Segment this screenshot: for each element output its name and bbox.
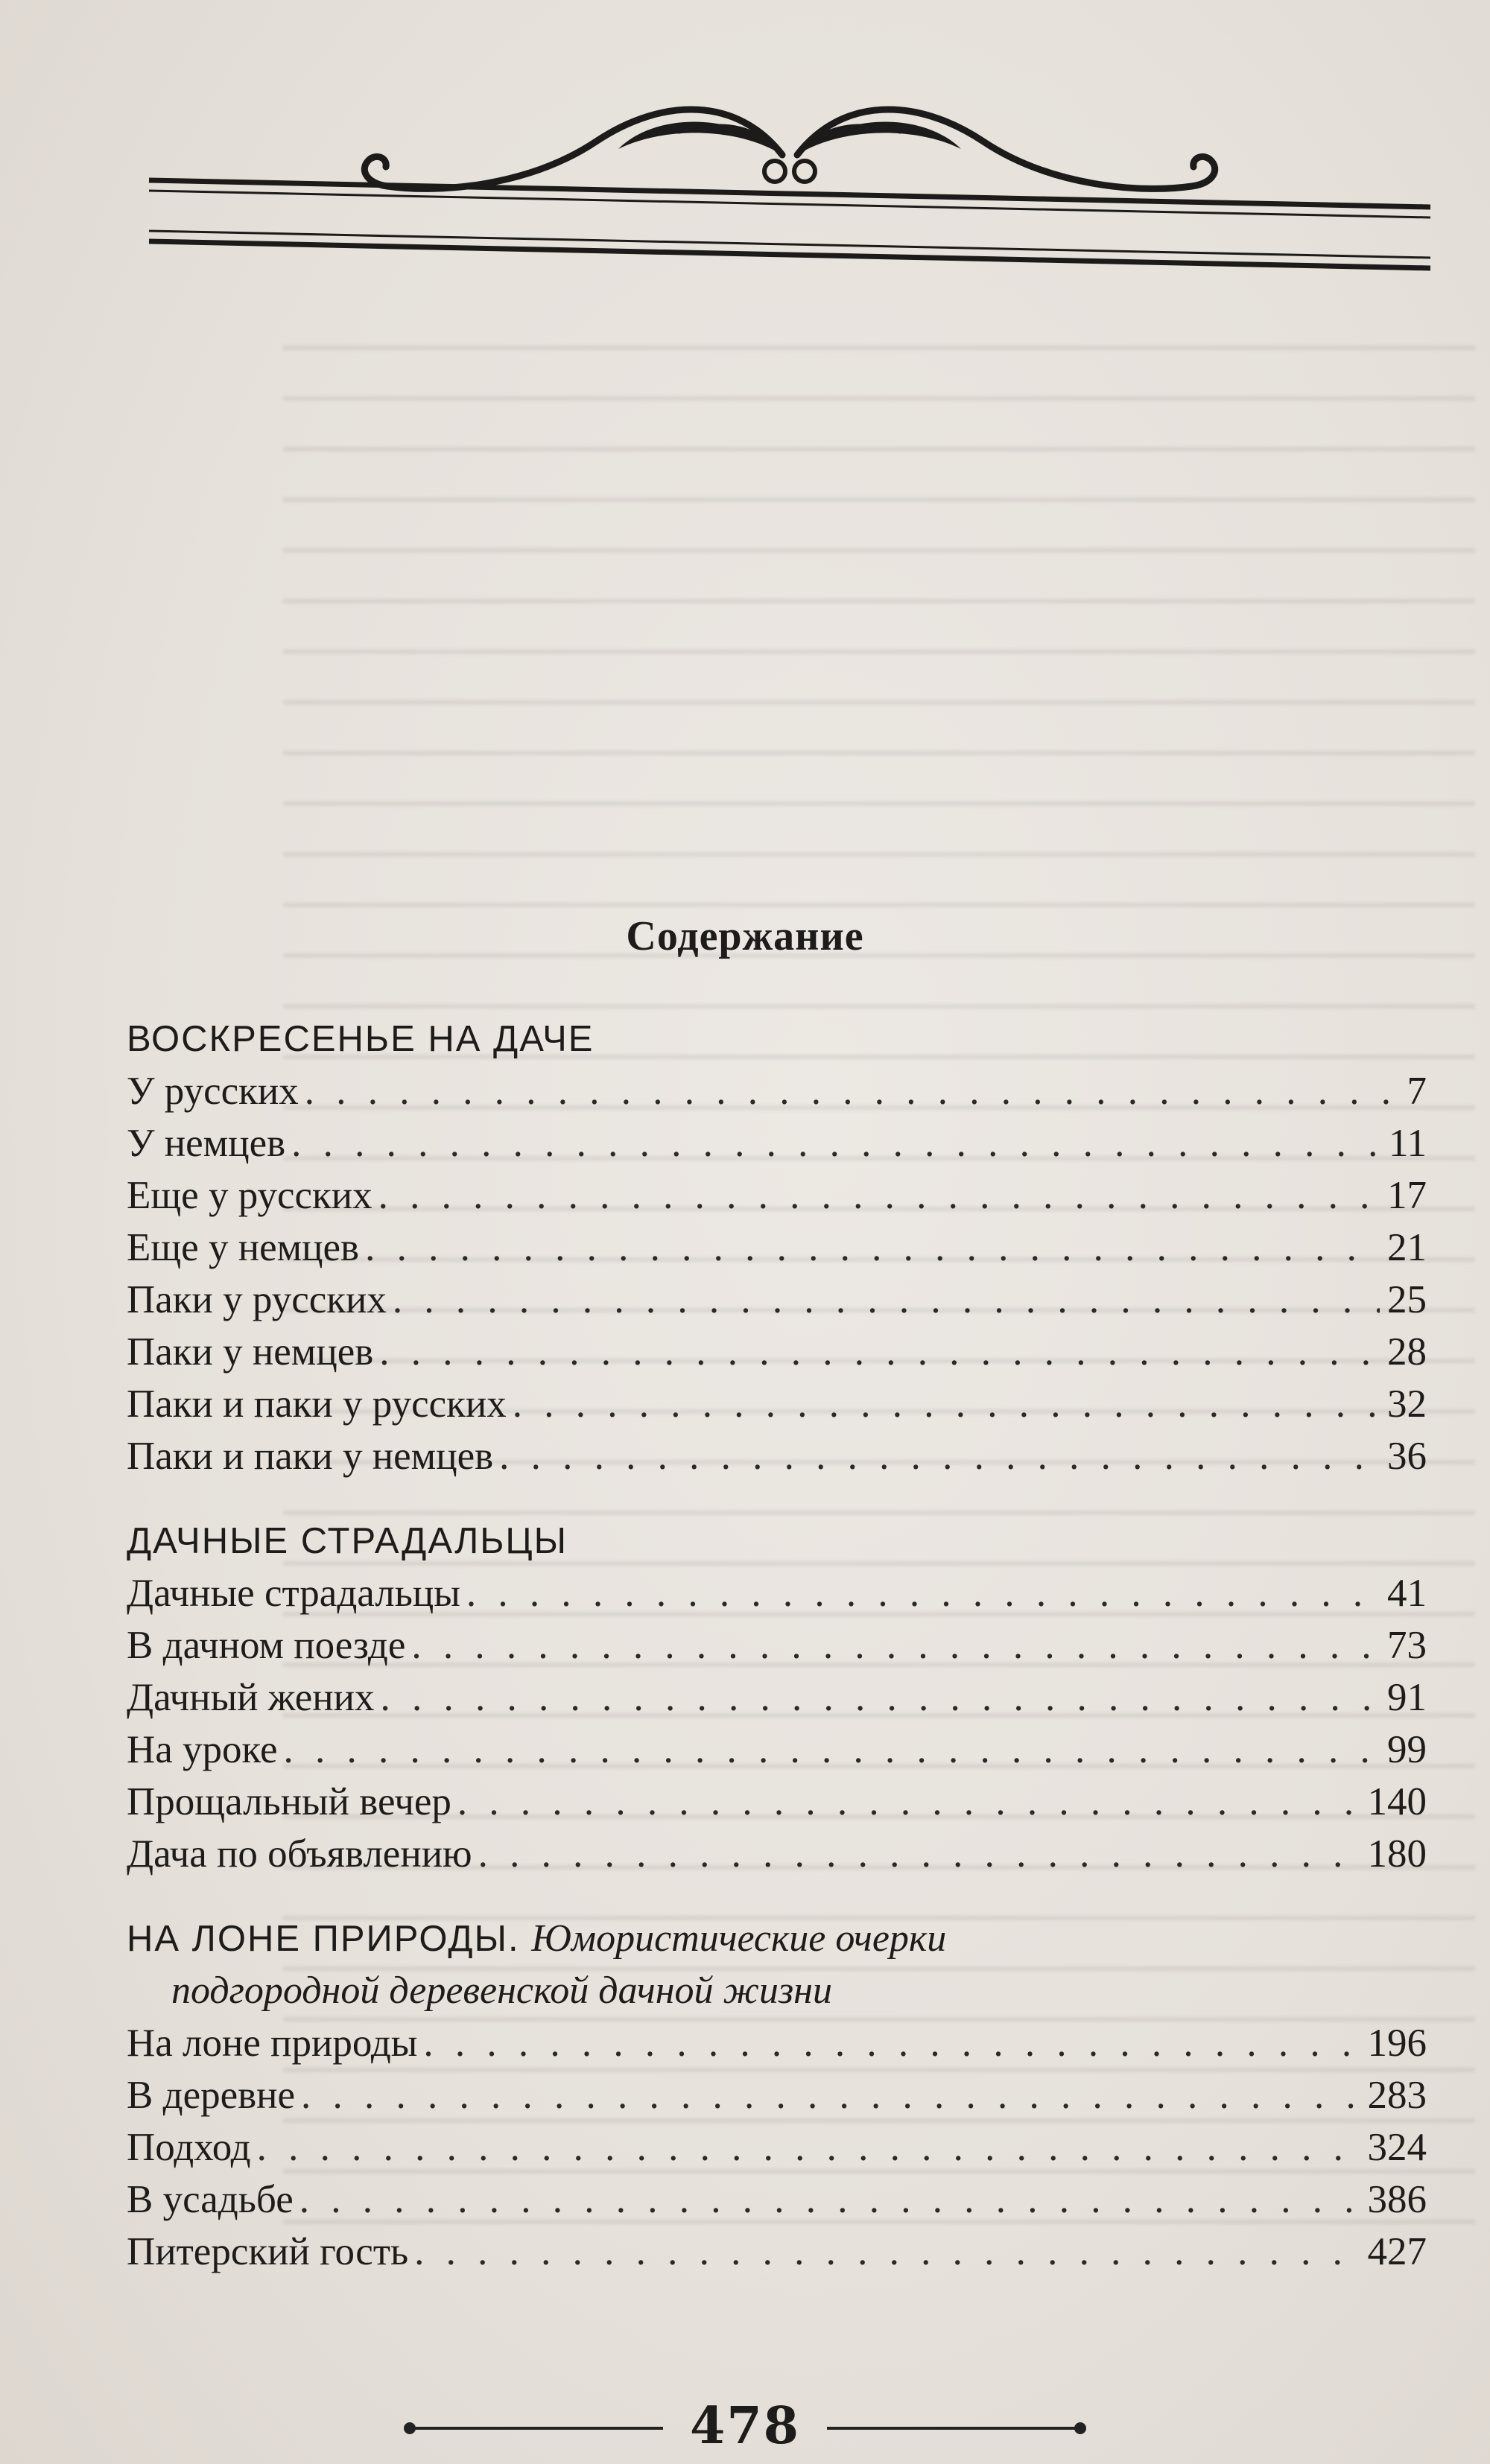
entry-title: В деревне bbox=[127, 2074, 296, 2117]
toc-entry bbox=[127, 1619, 1427, 1671]
toc-entry bbox=[127, 1117, 1427, 1169]
entry-title: На уроке bbox=[127, 1728, 278, 1771]
entry-title: В усадьбе bbox=[127, 2178, 294, 2221]
dot-leader bbox=[393, 1274, 1380, 1326]
contents-heading: Содержание bbox=[626, 913, 864, 959]
section-title-main: НА ЛОНЕ ПРИРОДЫ. bbox=[127, 1919, 520, 1959]
entry-page: 21 bbox=[1387, 1226, 1427, 1269]
entry-page: 32 bbox=[1387, 1382, 1427, 1426]
footer-rule-right bbox=[827, 2427, 1080, 2430]
entry-page: 11 bbox=[1388, 1122, 1427, 1165]
toc-entry bbox=[127, 2121, 1427, 2174]
entry-page: 386 bbox=[1367, 2178, 1427, 2221]
entry-page: 7 bbox=[1407, 1070, 1427, 1113]
entry-page: 28 bbox=[1387, 1330, 1427, 1374]
dot-leader bbox=[513, 1378, 1380, 1430]
entry-title: Дача по объявлению bbox=[127, 1832, 472, 1876]
entry-page: 196 bbox=[1367, 2022, 1427, 2065]
entry-title: У немцев bbox=[127, 1122, 286, 1165]
dot-leader bbox=[466, 1567, 1380, 1619]
dot-leader bbox=[499, 1430, 1380, 1482]
entry-title: Питерский гость bbox=[127, 2230, 409, 2273]
toc-entry bbox=[127, 1430, 1427, 1482]
dot-leader bbox=[478, 1828, 1360, 1880]
toc-section-voskresenye bbox=[127, 1013, 1427, 1482]
dot-leader bbox=[423, 2017, 1360, 2069]
dot-leader bbox=[411, 1619, 1380, 1671]
toc-section-na-lone-prirody bbox=[127, 1913, 1427, 2278]
entry-title: Паки и паки у немцев bbox=[127, 1435, 494, 1478]
page-footer bbox=[387, 2396, 1103, 2456]
entry-title: Еще у немцев bbox=[127, 1226, 360, 1269]
entry-page: 41 bbox=[1387, 1572, 1427, 1615]
section-title: ДАЧНЫЕ СТРАДАЛЬЦЫ bbox=[127, 1521, 568, 1561]
toc-entry bbox=[127, 2017, 1427, 2069]
dot-leader bbox=[299, 2174, 1360, 2226]
section-title: ВОСКРЕСЕНЬЕ НА ДАЧЕ bbox=[127, 1019, 595, 1059]
dot-leader bbox=[301, 2069, 1360, 2121]
toc-entry bbox=[127, 1567, 1427, 1619]
entry-page: 25 bbox=[1387, 1278, 1427, 1321]
entry-page: 99 bbox=[1387, 1728, 1427, 1771]
entry-page: 73 bbox=[1387, 1624, 1427, 1667]
toc-entry bbox=[127, 1671, 1427, 1724]
entry-title: Дачные страдальцы bbox=[127, 1572, 460, 1615]
section-subtitle-continued: подгородной деревенской дачной жизни bbox=[171, 1969, 832, 2012]
dot-leader bbox=[365, 1222, 1380, 1274]
entry-page: 180 bbox=[1367, 1832, 1427, 1876]
toc-entry bbox=[127, 2174, 1427, 2226]
flourish-ornament-icon bbox=[142, 82, 1438, 305]
entry-title: Паки у немцев bbox=[127, 1330, 374, 1374]
entry-title: На лоне природы bbox=[127, 2022, 418, 2065]
toc-entry bbox=[127, 1776, 1427, 1828]
footer-dot-right bbox=[1074, 2422, 1086, 2434]
entry-page: 324 bbox=[1367, 2126, 1427, 2169]
entry-page: 427 bbox=[1367, 2230, 1427, 2273]
dot-leader bbox=[305, 1065, 1400, 1117]
entry-title: У русских bbox=[127, 1070, 299, 1113]
table-of-contents bbox=[127, 1013, 1427, 2311]
entry-title: Паки и паки у русских bbox=[127, 1382, 507, 1426]
entry-title: Еще у русских bbox=[127, 1174, 372, 1217]
entry-title: Подход bbox=[127, 2126, 251, 2169]
dot-leader bbox=[380, 1671, 1380, 1724]
dot-leader bbox=[284, 1724, 1380, 1776]
toc-entry bbox=[127, 1378, 1427, 1430]
dot-leader bbox=[414, 2226, 1360, 2278]
dot-leader bbox=[378, 1169, 1380, 1222]
toc-entry bbox=[127, 1065, 1427, 1117]
section-title bbox=[127, 1913, 1427, 1965]
toc-entry bbox=[127, 1222, 1427, 1274]
entry-page: 17 bbox=[1387, 1174, 1427, 1217]
toc-entry bbox=[127, 1828, 1427, 1880]
toc-entry bbox=[127, 1724, 1427, 1776]
toc-entry bbox=[127, 1169, 1427, 1222]
entry-page: 283 bbox=[1367, 2074, 1427, 2117]
entry-title: Дачный жених bbox=[127, 1676, 375, 1719]
entry-title: В дачном поезде bbox=[127, 1624, 406, 1667]
entry-title: Прощальный вечер bbox=[127, 1780, 451, 1823]
toc-entry bbox=[127, 1326, 1427, 1378]
dot-leader bbox=[379, 1326, 1380, 1378]
entry-page: 36 bbox=[1387, 1435, 1427, 1478]
entry-title: Паки у русских bbox=[127, 1278, 387, 1321]
section-subtitle: Юмористические очерки bbox=[531, 1917, 947, 1960]
entry-page: 140 bbox=[1367, 1780, 1427, 1823]
dot-leader bbox=[257, 2121, 1360, 2174]
dot-leader bbox=[457, 1776, 1360, 1828]
toc-entry bbox=[127, 2069, 1427, 2121]
toc-section-dachnye-stradaltsy bbox=[127, 1515, 1427, 1880]
page-number: 478 bbox=[690, 2396, 800, 2456]
dot-leader bbox=[291, 1117, 1381, 1169]
toc-entry bbox=[127, 1274, 1427, 1326]
entry-page: 91 bbox=[1387, 1676, 1427, 1719]
toc-entry bbox=[127, 2226, 1427, 2278]
